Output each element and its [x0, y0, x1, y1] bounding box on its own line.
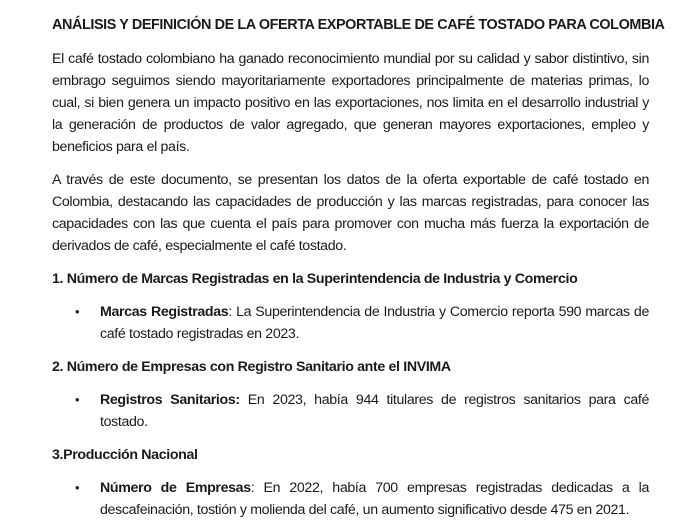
list-item [52, 389, 649, 433]
section-heading-produccion: 3.Producción Nacional [52, 447, 198, 463]
document-body [52, 14, 665, 532]
bullet-label: Marcas Registradas [100, 304, 229, 320]
list-item [52, 477, 649, 521]
section-heading-marcas: 1. Número de Marcas Registradas en la Superintendencia de Industria y Comercio [52, 271, 578, 287]
section-list-marcas [52, 301, 649, 345]
section-list-invima [52, 389, 649, 433]
purpose-paragraph: A través de este documento, se presentan los datos de la oferta exportable de café tostado en Colombia, destacando las capacidades de producción y las marcas registradas, para conocer las capacidades con las que cuenta el país para promover con mucha más fuerza la exportación de derivados de café, especialmente el café tostado. [52, 172, 649, 254]
bullet-text: En 2023, había 944 titulares de registros sanitarios para café tostado. [100, 392, 649, 430]
bullet-text: : La Superintendencia de Industria y Comercio reporta 590 marcas de café tostado registradas en 2023. [100, 304, 649, 342]
document-title: ANÁLISIS Y DEFINICIÓN DE LA OFERTA EXPORTABLE DE CAFÉ TOSTADO PARA COLOMBIA [52, 17, 665, 33]
bullet-label: Número de Empresas [100, 480, 251, 496]
list-item [52, 301, 649, 345]
bullet-icon: • [75, 304, 80, 319]
bullet-text: : En 2022, había 700 empresas registradas dedicadas a la descafeinación, tostión y molienda del café, un aumento significativo desde 475 en 2021. [100, 480, 649, 518]
section-list-produccion [52, 477, 649, 521]
intro-paragraph: El café tostado colombiano ha ganado reconocimiento mundial por su calidad y sabor distintivo, sin embrago seguimos siendo mayoritariamente exportadores principalmente de materias primas, lo cual, si bien genera un impacto positivo en las exportaciones, nos limita en el desarrollo industrial y la generación de productos de valor agregado, que generan mayores exportaciones, empleo y beneficios para el país. [52, 51, 649, 155]
section-heading-invima: 2. Número de Empresas con Registro Sanitario ante el INVIMA [52, 359, 451, 375]
bullet-label: Registros Sanitarios: [100, 392, 240, 408]
bullet-icon: • [75, 392, 80, 407]
bullet-icon: • [75, 480, 80, 495]
